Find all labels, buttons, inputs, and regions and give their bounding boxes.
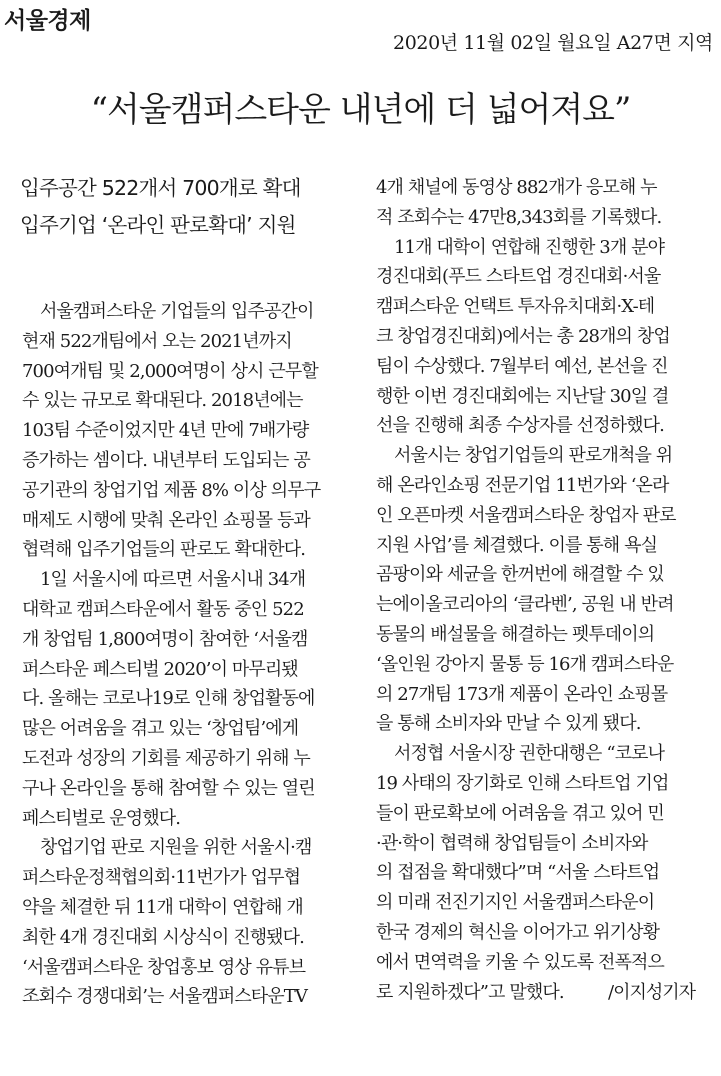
article-text-line: 퍼스타운 페스티벌 2020’이 마무리됐 [22,658,298,680]
article-text-line: 매제도 시행에 맞춰 온라인 쇼핑몰 등과 [22,509,310,531]
article-text-line: 증가하는 셈이다. 내년부터 도입되는 공 [22,450,310,471]
article-text-line: 의 미래 전진기지인 서울캠퍼스타운이 [376,892,655,914]
subhead-line: 입주공간 522개서 700개로 확대 [20,176,301,200]
article-headline: “서울캠퍼스타운 내년에 더 넓어져요” [90,90,631,130]
article-text-line: 들이 판로확보에 어려움을 겪고 있어 민 [376,802,664,824]
article-text-line: 협력해 입주기업들의 판로도 확대한다. [22,539,306,561]
article-text-line: 지원 사업’를 체결했다. 이를 통해 욕실 [376,534,658,556]
article-text-line: 창업기업 판로 지원을 위한 서울시·캠 [40,837,312,859]
article-text-line: 구나 온라인을 통해 참여할 수 있는 열린 [22,777,315,799]
article-text-line: 조회수 경쟁대회’는 서울캠퍼스타운TV [22,986,307,1008]
article-text-line: 도전과 성장의 기회를 제공하기 위해 누 [22,748,310,769]
article-text-line: 곰팡이와 세균을 한꺼번에 해결할 수 있 [376,564,664,586]
article-text-line: 현재 522개팀에서 오는 2021년까지 [22,330,292,352]
article-text-line: 공기관의 창업기업 제품 8% 이상 의무구 [22,479,321,501]
article-text-line: 약을 체결한 뒤 11개 대학이 연합해 개 [22,897,303,918]
article-text-line: ‘서울캠퍼스타운 창업홍보 영상 유튜브 [22,956,306,978]
article-text-line: 선을 진행해 최종 수상자를 선정하했다. [376,415,664,437]
newspaper-masthead: 서울경제 [4,8,91,34]
article-text-line: 19 사태의 장기화로 인해 스타트업 기업 [376,773,669,794]
article-text-line: 인 오픈마켓 서울캠퍼스타운 창업자 판로 [376,504,676,526]
article-text-line: 의 접점을 확대했다”며 “서울 스타트업 [376,862,660,884]
article-text-line: 다. 올해는 코로나19로 인해 창업활동에 [22,688,315,710]
article-text-line: 수 있는 규모로 확대된다. 2018년에는 [22,390,303,412]
article-text-line: 서울시는 창업기업들의 판로개척을 위 [394,445,673,467]
article-text-line: 많은 어려움을 겪고 있는 ‘창업팀’에게 [22,718,299,740]
article-text-line: 에서 면역력을 키울 수 있도록 전폭적으 [376,951,664,973]
article-text-line: ·관·학이 협력해 창업팀들이 소비자와 [376,832,648,854]
article-text-line: 경진대회(푸드 스타트업 경진대회·서울 [376,266,661,288]
article-text-line: 팀이 수상했다. 7월부터 예선, 본선을 진 [376,355,668,377]
article-text-line: 페스티벌로 운영했다. [22,807,181,829]
article-text-line: 1일 서울시에 따르면 서울시내 34개 [40,569,306,591]
article-text-line: 서정협 서울시장 권한대행은 “코로나 [394,743,665,765]
article-text-line: 는에이올코리아의 ‘클라벤’, 공원 내 반려 [376,594,674,616]
article-text-line: 적 조회수는 47만8,343회를 기록했다. [376,206,662,228]
article-text-line: 크 창업경진대회)에서는 총 28개의 창업 [376,326,670,347]
article-subhead [20,170,301,244]
article-text-line: 4개 채널에 동영상 882개가 응모해 누 [376,177,657,198]
article-text-line: 개 창업팀 1,800여명이 참여한 ‘서울캠 [22,628,308,650]
subhead-line: 입주기업 ‘온라인 판로확대’ 지원 [20,213,296,237]
article-text-line: 로 지원하겠다”고 말했다. [376,981,564,1003]
article-byline: /이지성기자 [608,981,696,1003]
article-text-line: 최한 4개 경진대회 시상식이 진행됐다. [22,926,304,948]
dateline: 2020년 11월 02일 월요일 A27면 지역 [393,32,713,54]
article-text-line: 의 27개팀 173개 제품이 온라인 쇼핑몰 [376,683,668,705]
article-text-line: 서울캠퍼스타운 기업들의 입주공간이 [40,301,314,322]
article-text-line: 103팀 수준이었지만 4년 만에 7배가량 [22,420,309,442]
article-text-line: 해 온라인쇼핑 전문기업 11번가와 ‘온라 [376,475,669,496]
article-text-line: 동물의 배설물을 해결하는 펫투데이의 [376,624,655,645]
article-text-line: 대학교 캠퍼스타운에서 활동 중인 522 [22,599,304,620]
article-text-line: 을 통해 소비자와 만날 수 있게 됐다. [376,713,641,735]
article-text-line: 행한 이번 경진대회에는 지난달 30일 결 [376,385,669,407]
article-text-line: 700여개팀 및 2,000여명이 상시 근무할 [22,360,318,382]
article-text-line: 한국 경제의 혁신을 이어가고 위기상황 [376,922,660,943]
article-text-line: 11개 대학이 연합해 진행한 3개 분야 [394,236,665,258]
article-text-line: 퍼스타운정책협의회·11번가가 업무협 [22,867,301,889]
article-text-line: 캠퍼스타운 언택트 투자유치대회·X-테 [376,296,655,318]
article-text-line: ‘올인원 강아지 물통 등 16개 캠퍼스타운 [376,653,674,675]
